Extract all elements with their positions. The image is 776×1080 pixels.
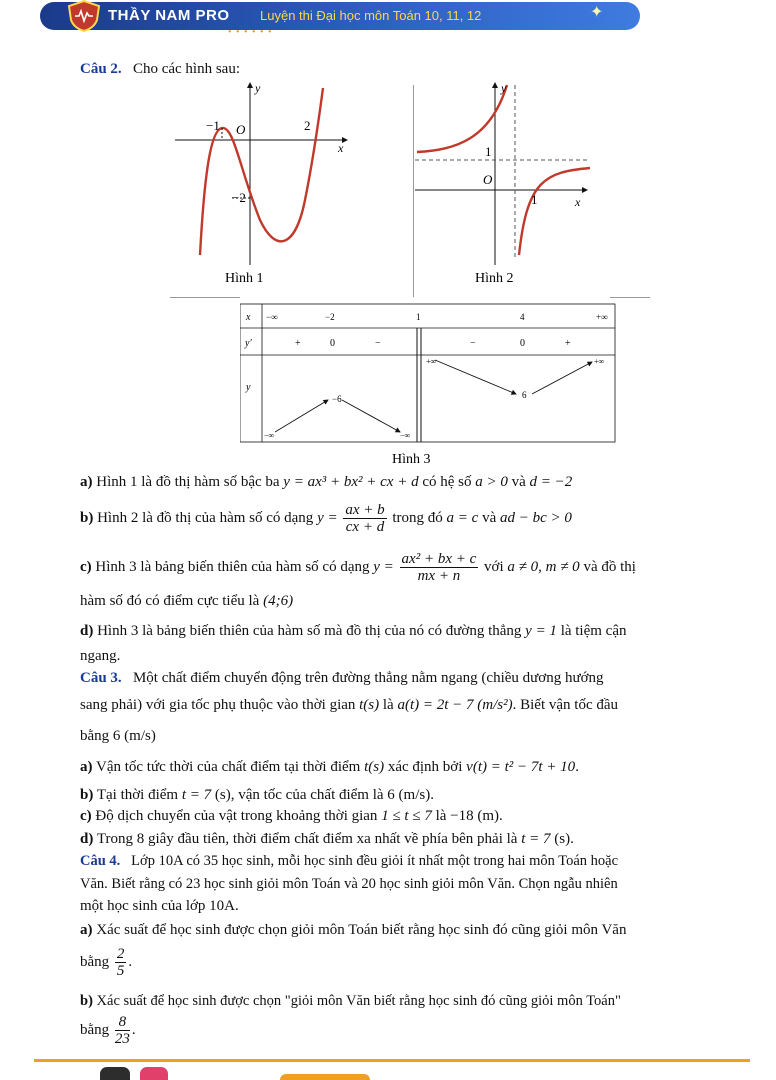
yp-sign-1: + [295,338,301,349]
q2-c-text3: và đồ thị [583,558,636,575]
q4-a-num: 2 [116,946,125,962]
q3-d-text2: (s). [554,831,574,847]
y-val-neg-inf-left: −∞ [264,431,275,440]
q4-b-end: . [131,1021,136,1038]
q2-c-fraction [400,551,479,584]
yp-sign-2: 0 [330,338,335,349]
q3-c-math: 1 ≤ t ≤ 7 [381,808,432,824]
x-val-1: 1 [416,312,421,322]
q3-c-label: c) [80,808,92,824]
fig1-minus2: −2 [232,190,246,205]
fig1-x-label: x [338,141,344,155]
q3-line2a: sang phải) với gia tốc phụ thuộc vào thời gian [80,697,356,713]
arrow-up-1 [275,400,328,432]
q4-line1 [80,853,618,870]
q2-d-label: d) [80,623,94,639]
q4-statement-b [80,993,621,1010]
q4-a-label: a) [80,922,93,938]
q2-statement-d [80,623,627,640]
y-val-pos-inf-right: +∞ [594,357,605,366]
fig2-one-y: 1 [485,144,492,159]
q3-line1-text: Một chất điểm chuyển động trên đường thẳng nằm ngang (chiều dương hướng [132,670,604,686]
fig2-origin: O [483,172,493,187]
q3-statement-c [80,808,503,825]
q2-b-num: ax + b [345,502,385,518]
arrow-up-2 [532,362,592,394]
x-val-4: 4 [520,312,525,322]
q2-c-math2: a ≠ 0, m ≠ 0 [507,558,580,575]
q4-label: Câu 4. [80,853,121,869]
q4-line3-text: một học sinh của lớp 10A. [80,898,239,914]
yp-sign-6: + [565,338,571,349]
q3-line3-text: bằng 6 (m/s) [80,728,156,744]
q3-d-text: Trong 8 giây đầu tiên, thời điểm chất điểm xa nhất về phía bên phải là [96,831,518,847]
q3-b-label: b) [80,787,94,803]
x-val-pos-inf: +∞ [596,312,608,322]
q4-a-den: 5 [116,963,125,979]
q2-d-math: y = 1 [525,623,557,639]
fig2-y-label: y [501,81,507,95]
sparkle-icon: ✦ [590,4,604,21]
fig1-curve [200,88,323,255]
arrow-down-1 [342,400,400,432]
q3-label: Câu 3. [80,670,122,686]
x-val-neg-inf: −∞ [266,312,278,322]
q4-a-text: Xác suất để học sinh được chọn giỏi môn Toán biết rằng học sinh đó cũng giỏi môn Văn [96,922,627,938]
footer-rule [34,1059,750,1062]
q2-b-text2: trong đó [392,509,443,526]
q2-b-math2: a = c [446,509,479,526]
q3-line2 [80,697,618,714]
q4-b-label: b) [80,993,93,1009]
q2-c-label: c) [80,558,92,575]
figure-2-graph [415,80,595,290]
fig1-caption: Hình 1 [225,271,264,286]
q2-statement-d-line2 [80,648,120,665]
q3-c-text: Độ dịch chuyển của vật trong khoảng thời gian [95,808,378,824]
q3-line2c: . Biết vận tốc đầu [512,697,619,713]
q2-b-fraction [343,502,386,535]
q2-d-text1: Hình 3 là bảng biến thiên của hàm số mà đồ thị của nó có đường thẳng [97,623,522,639]
fig1-two: 2 [304,118,311,133]
yp-sign-5: 0 [520,338,525,349]
q2-statement-a [80,474,572,491]
q2-b-den: cx + d [345,519,385,535]
q3-a-label: a) [80,759,93,775]
q3-b-text: Tại thời điểm [96,787,179,803]
fig2-branch-left [417,85,507,152]
fig1-y-label: y [255,81,261,95]
q4-line2 [80,876,618,893]
arrow-down-2 [435,360,516,394]
q3-b-text2: (s), vận tốc của chất điểm là 6 (m/s). [214,787,434,803]
q3-statement-d [80,831,574,848]
footer-decoration-bar [280,1074,370,1080]
yp-sign-3: − [375,338,381,349]
q4-a-end: . [128,953,133,970]
table-row-x: x [246,312,251,323]
fig1-minus1: −1 [206,118,220,133]
yp-sign-4: − [470,338,476,349]
q2-a-text3: và [511,474,526,490]
q3-a-math2: v(t) = t² − 7t + 10 [466,759,576,775]
q2-heading [80,61,240,78]
q2-statement-c [80,551,636,584]
q4-b-text: Xác suất để học sinh được chọn "giỏi môn Văn biết rằng học sinh đó cũng giỏi môn Toán" [96,993,621,1009]
q4-statement-a [80,922,626,939]
q4-b-den: 23 [114,1031,130,1047]
q3-line1 [80,670,604,687]
footer-decoration-dark [100,1067,130,1080]
q3-statement-b [80,787,434,804]
y-val-minus6: −6 [332,394,342,404]
q2-a-math3: d = −2 [529,474,573,490]
header-dots: • • • • • • [228,27,273,38]
q2-statement-c-line2 [80,593,293,610]
q3-line3 [80,728,156,745]
q2-d-text2: là tiệm cận [560,623,627,639]
table-row-y: y [246,382,251,393]
fig2-one-x: 1 [531,192,538,207]
footer-decoration-pink [140,1067,168,1080]
q2-b-math3: ad − bc > 0 [500,509,572,526]
q2-b-text1: Hình 2 là đồ thị của hàm số có dạng [97,509,314,526]
q2-c-num: ax² + bx + c [401,551,477,567]
separator-left [170,297,240,298]
y-val-6: 6 [522,390,527,400]
q4-line1-text: Lớp 10A có 35 học sinh, mỗi học sinh đều giỏi ít nhất một trong hai môn Toán hoặc [131,853,619,869]
figure-3-variation-table [240,300,620,470]
fig1-origin: O [236,122,246,137]
q3-c-text2: là −18 (m). [435,808,503,824]
q2-intro: Cho các hình sau: [132,61,240,77]
brand-name: THẦY NAM PRO [108,7,230,24]
figure-divider [413,85,414,297]
q3-d-math: t = 7 [521,831,551,847]
q2-b-label: b) [80,509,94,526]
q2-c-lhs: y = [373,558,394,575]
separator-right [610,297,650,298]
q4-b-num: 8 [115,1014,130,1031]
q2-c-text2: với [484,558,504,575]
q3-line2b: là [382,697,394,713]
q2-a-label: a) [80,474,93,490]
q3-a-math1: t(s) [364,759,385,775]
x-val-minus2: −2 [325,312,335,322]
q3-a-text: Vận tốc tức thời của chất điểm tại thời điểm [95,759,361,775]
q4-a-fraction [115,946,127,979]
q2-c-den: mx + n [417,568,461,584]
q3-line2-math1: t(s) [359,697,380,713]
fig2-caption: Hình 2 [475,271,514,286]
q4-statement-a-line2 [80,946,132,979]
shield-logo-icon [66,0,102,32]
fig2-x-label: x [575,195,581,209]
q2-c-point: (4;6) [263,593,294,609]
fig2-branch-right [519,168,590,255]
q2-c-text1: Hình 3 là bảng biến thiên của hàm số có dạng [95,558,370,575]
q4-a-text2: bằng [80,953,110,970]
q3-statement-a: a) Vận tốc tức thời của chất điểm tại thời điểm t(s) xác định bởi v(t) = t² − 7t + 10. [80,759,579,775]
fig3-caption: Hình 3 [392,452,431,467]
q2-a-math2: a > 0 [475,474,508,490]
q2-b-text3: và [482,509,497,526]
y-val-pos-inf-mid: +∞ [426,357,437,366]
q4-line3 [80,898,239,915]
q3-a-text2: xác định bởi [387,759,463,775]
q2-statement-b [80,502,572,535]
q4-line2-text: Văn. Biết rằng có 23 học sinh giỏi môn Toán và 20 học sinh giỏi môn Văn. Chọn ngẫu nhiên [80,876,618,892]
q3-d-label: d) [80,831,94,847]
y-val-neg-inf-mid: −∞ [400,431,411,440]
q4-b-fraction [115,1014,130,1047]
q3-b-math: t = 7 [181,787,212,803]
q4-statement-b-line2 [80,1014,136,1047]
q2-d-line2: ngang. [80,648,121,664]
header-subtitle: Luyện thi Đại học môn Toán 10, 11, 12 [260,8,482,23]
figure-1-graph [170,80,350,290]
q2-c-line2: hàm số đó có điểm cực tiểu là [80,593,260,609]
q2-a-math1: y = ax³ + bx² + cx + d [283,474,419,490]
q2-b-lhs: y = [317,509,338,526]
q3-line2-math2: a(t) = 2t − 7 (m/s²) [397,697,513,713]
page-header [0,0,776,38]
table-row-yprime: y′ [245,338,252,349]
q2-a-text1: Hình 1 là đồ thị hàm số bậc ba [96,474,280,490]
q2-label: Câu 2. [80,61,122,77]
q4-b-text2: bằng [80,1021,110,1038]
q2-a-text2: có hệ số [422,474,472,490]
